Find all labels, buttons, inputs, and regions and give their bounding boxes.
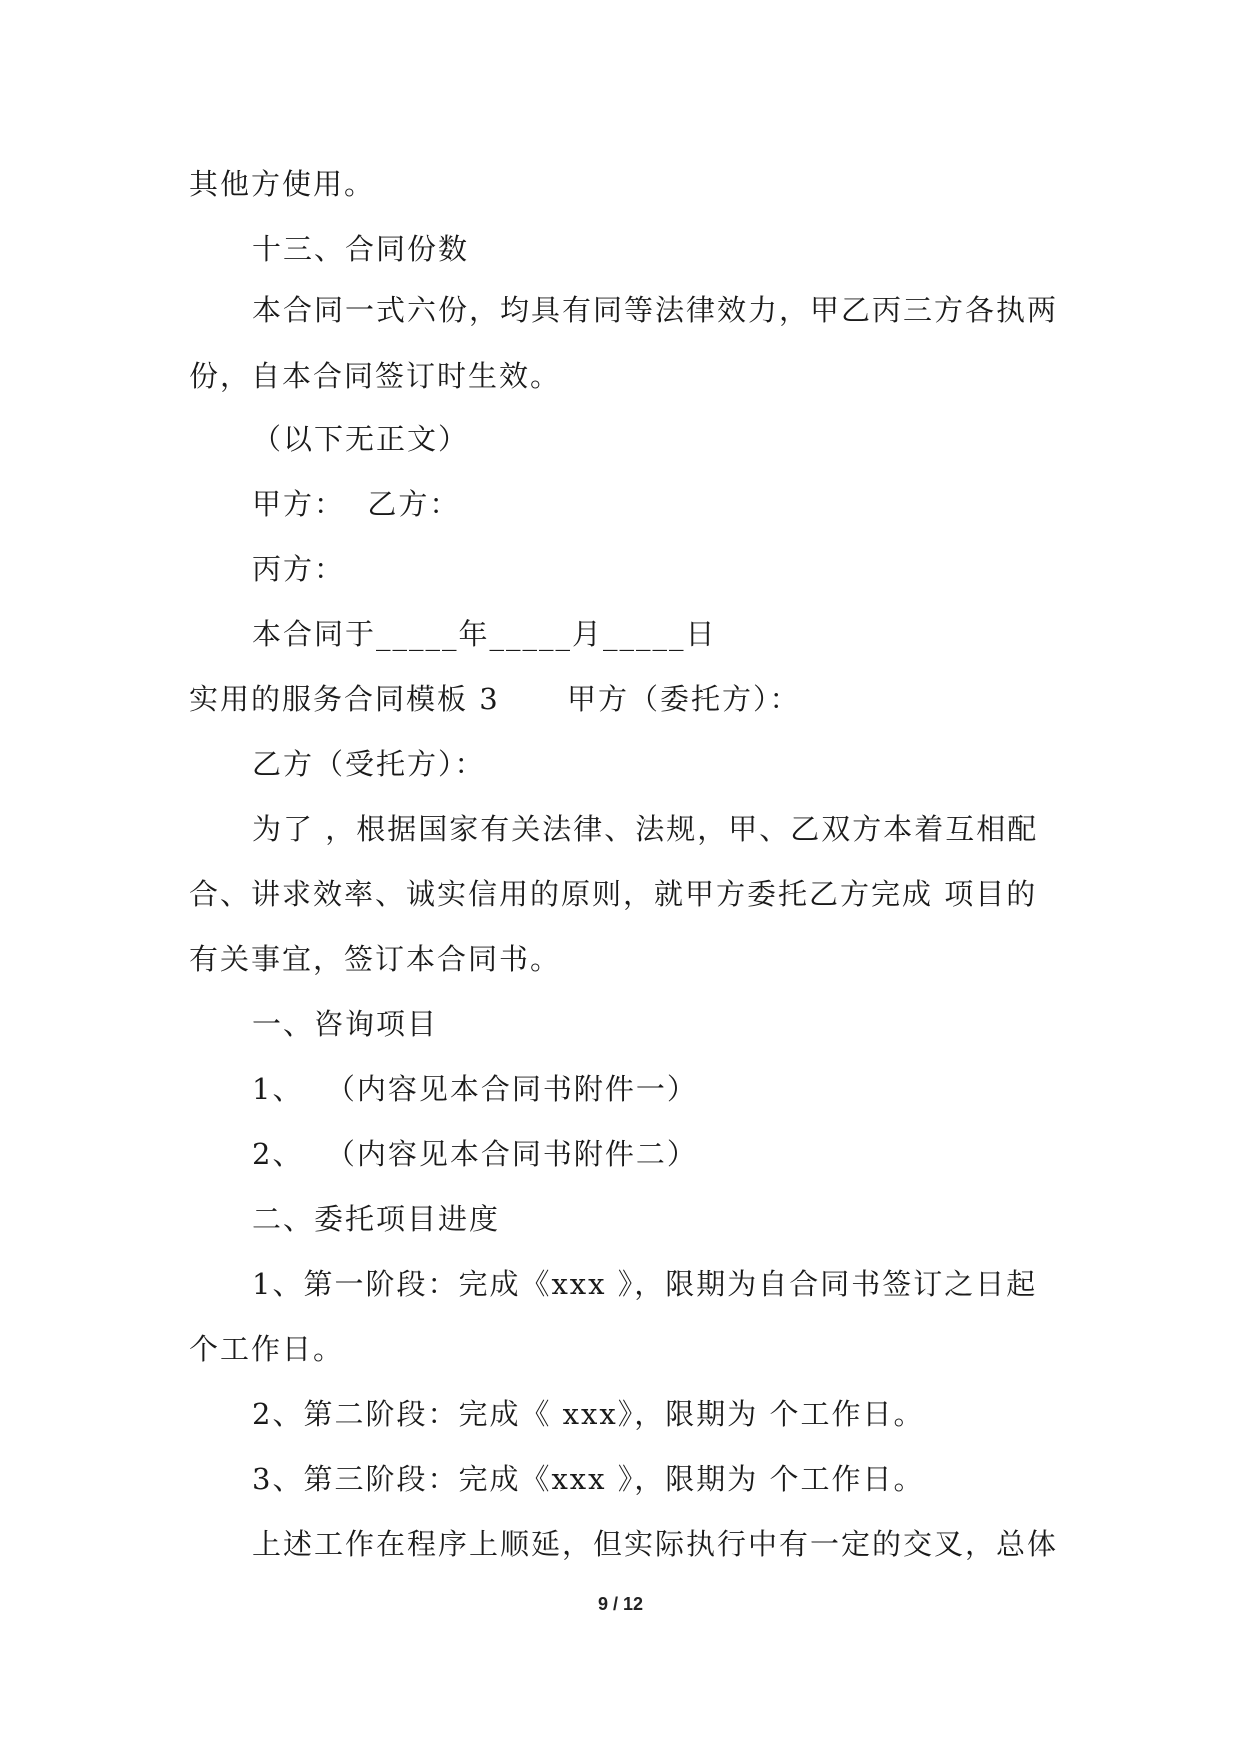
page-number: 9 / 12 [597, 1594, 644, 1614]
list-item: 2、第二阶段：完成《 xxx》，限期为 个工作日。 [252, 1397, 925, 1431]
list-item: 1、第一阶段：完成《xxx 》，限期为自合同书签订之日起 [252, 1267, 1038, 1301]
date-line: 本合同于_____年_____月_____日 [252, 617, 717, 651]
paragraph-line: 合、讲求效率、诚实信用的原则，就甲方委托乙方完成 项目的 [189, 877, 1038, 911]
paragraph-line: 为了 ，根据国家有关法律、法规，甲、乙双方本着互相配 [252, 812, 1039, 846]
paragraph-line: 份，自本合同签订时生效。 [189, 359, 562, 393]
section-heading: 十三、合同份数 [252, 232, 470, 266]
signature-line: 甲方： 乙方： [252, 487, 461, 521]
list-item: 1、 （内容见本合同书附件一） [252, 1072, 698, 1106]
paragraph-line: 乙方（受托方）： [252, 747, 486, 781]
section-heading: 一、咨询项目 [252, 1007, 439, 1041]
list-item: 3、第三阶段：完成《xxx 》，限期为 个工作日。 [252, 1462, 925, 1496]
section-heading: 二、委托项目进度 [252, 1202, 501, 1236]
document-title: 实用的服务合同模板 3 甲方（委托方）： [189, 682, 801, 716]
paragraph-line: 其他方使用。 [189, 167, 376, 201]
paragraph-line: 个工作日。 [189, 1332, 345, 1366]
list-item: 2、 （内容见本合同书附件二） [252, 1137, 698, 1171]
signature-line: 丙方： [252, 552, 346, 586]
paragraph-line: （以下无正文） [252, 422, 470, 456]
paragraph-line: 上述工作在程序上顺延，但实际执行中有一定的交叉，总体 [252, 1527, 1059, 1561]
paragraph-line: 有关事宜，签订本合同书。 [189, 942, 562, 976]
paragraph-line: 本合同一式六份，均具有同等法律效力，甲乙丙三方各执两 [252, 293, 1059, 327]
